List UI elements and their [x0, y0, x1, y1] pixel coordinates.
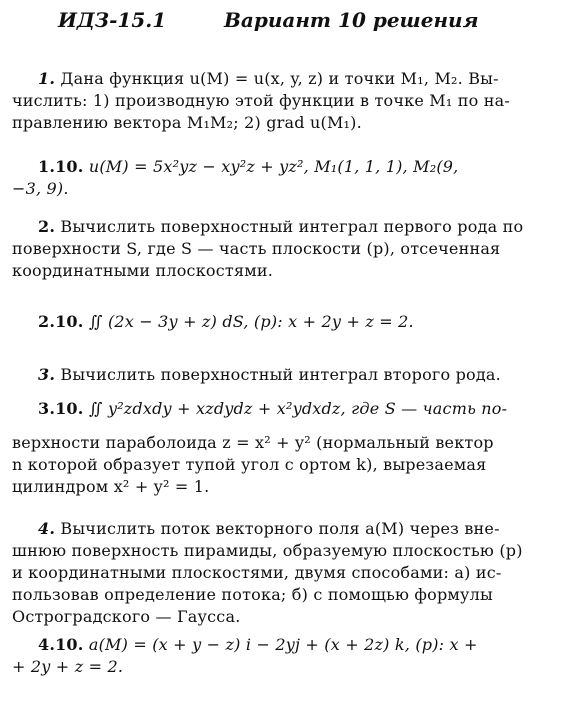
task-2-line-1 [12, 216, 540, 238]
task-4-line-3: и координатными плоскостями, двумя способами: а) ис- [12, 563, 502, 582]
task-3-line-1 [12, 364, 540, 386]
task-3 [12, 364, 540, 386]
task-4-line-5: Остроградского — Гаусса. [12, 607, 241, 626]
task-2-variant [12, 311, 540, 333]
task-1-variant-number: 1.10. [38, 157, 84, 176]
task-1 [12, 68, 540, 134]
task-4-variant-line-2: + 2y + z = 2. [12, 657, 124, 676]
task-2-variant-text: ∬ (2x − 3y + z) dS, (p): x + 2y + z = 2. [88, 312, 414, 331]
task-1-variant-text-1: u(M) = 5x²yz − xy²z + yz², M₁(1, 1, 1), M₂(9, [88, 157, 459, 176]
task-3-variant-line-3: n которой образует тупой угол с ортом k), вырезаемая [12, 455, 487, 474]
header-variant: Вариант 10 решения [224, 8, 479, 32]
task-1-line-1 [12, 68, 540, 90]
task-4-variant-line-1 [12, 634, 540, 656]
task-1-line-3: правлению вектора M₁M₂; 2) grad u(M₁). [12, 113, 362, 132]
header-title: ИДЗ-15.1 [58, 8, 167, 32]
task-3-variant-line-1 [12, 398, 540, 420]
task-1-variant [12, 156, 540, 200]
task-3-variant-text-1: ∬ y²zdxdy + xzdydz + x²ydxdz, где S — часть по- [88, 399, 508, 418]
task-4-variant-number: 4.10. [38, 635, 84, 654]
task-2-number: 2. [38, 217, 56, 236]
task-3-variant-line-4: цилиндром x² + y² = 1. [12, 477, 210, 496]
task-4-number: 4. [38, 519, 56, 538]
task-4-line-1 [12, 518, 540, 540]
task-4-line-2: шнюю поверхность пирамиды, образуемую плоскостью (p) [12, 541, 523, 560]
task-4-variant-text-1: a(M) = (x + y − z) i − 2yj + (x + 2z) k, (p): x + [88, 635, 478, 654]
task-1-line-2: числить: 1) производную этой функции в точке M₁ по на- [12, 91, 510, 110]
task-3-variant-number: 3.10. [38, 399, 84, 418]
task-2 [12, 216, 540, 282]
task-2-line-3: координатными плоскостями. [12, 261, 274, 280]
task-4 [12, 518, 540, 628]
task-4-text-1: Вычислить поток векторного поля a(M) через вне- [60, 519, 500, 538]
task-3-number: 3. [38, 365, 56, 384]
task-2-variant-line-1 [12, 311, 540, 333]
task-1-variant-line-1 [12, 156, 540, 178]
task-3-variant [12, 398, 540, 498]
header [0, 8, 576, 38]
task-2-variant-number: 2.10. [38, 312, 84, 331]
task-2-line-2: поверхности S, где S — часть плоскости (p), отсеченная [12, 239, 501, 258]
task-4-variant [12, 634, 540, 678]
task-4-line-4: пользовав определение потока; б) с помощью формулы [12, 585, 493, 604]
task-2-text-1: Вычислить поверхностный интеграл первого рода по [60, 217, 524, 236]
task-1-variant-line-2: −3, 9). [12, 179, 69, 198]
task-1-text-1: Дана функция u(M) = u(x, y, z) и точки M₁, M₂. Вы- [60, 69, 499, 88]
task-3-text: Вычислить поверхностный интеграл второго рода. [60, 365, 501, 384]
task-1-number: 1. [38, 69, 56, 88]
task-3-variant-line-2: верхности параболоида z = x² + y² (нормальный вектор [12, 433, 494, 452]
